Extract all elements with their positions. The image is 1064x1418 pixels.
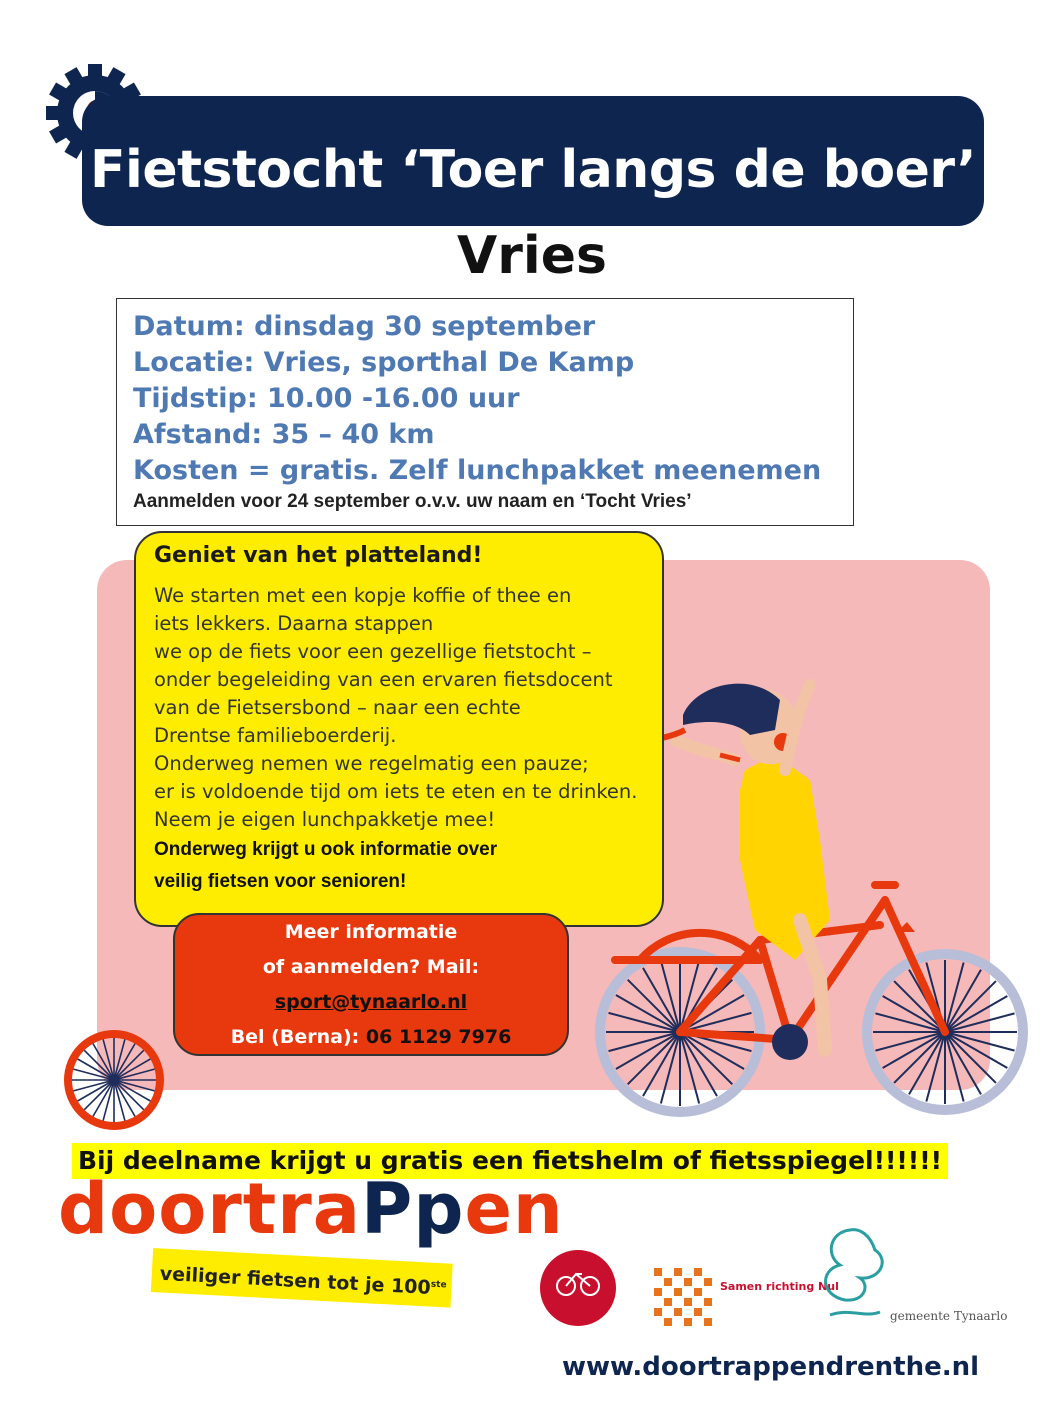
logo-dot bbox=[694, 1288, 702, 1296]
event-location: Locatie: Vries, sporthal De Kamp bbox=[133, 347, 635, 378]
contact-line-2: of aanmelden? Mail: bbox=[262, 956, 480, 978]
tagline-sup: ste bbox=[430, 1279, 447, 1291]
samen-logo-text: Samen richting Nul bbox=[720, 1280, 839, 1293]
description-box bbox=[134, 531, 664, 927]
tagline-banner bbox=[151, 1248, 453, 1308]
logo-dot bbox=[654, 1308, 662, 1316]
logo-part-2: en bbox=[464, 1168, 564, 1250]
doortrappen-logo bbox=[58, 1168, 564, 1250]
logo-dot bbox=[704, 1278, 712, 1286]
gear-tooth bbox=[46, 106, 62, 120]
event-time: Tijdstip: 10.00 -16.00 uur bbox=[133, 383, 520, 414]
wheel-icon bbox=[62, 1028, 166, 1132]
logo-dot bbox=[674, 1288, 682, 1296]
logo-dot bbox=[704, 1318, 712, 1326]
description-line: iets lekkers. Daarna stappen bbox=[154, 612, 434, 635]
description-line: van de Fietsersbond – naar een echte bbox=[154, 696, 521, 719]
logo-dot bbox=[674, 1268, 682, 1276]
logo-dot bbox=[674, 1308, 682, 1316]
event-details-box bbox=[116, 298, 854, 526]
event-register-note: Aanmelden voor 24 september o.v.v. uw naam en ‘Tocht Vries’ bbox=[133, 491, 692, 512]
samen-richting-nul-logo bbox=[650, 1262, 839, 1342]
logo-pp: Pp bbox=[361, 1168, 465, 1250]
logo-dot bbox=[684, 1298, 692, 1306]
contact-line-1: Meer informatie bbox=[284, 921, 458, 943]
tagline-text: veiliger fietsen tot je 100 bbox=[159, 1262, 432, 1299]
event-date: Datum: dinsdag 30 september bbox=[133, 311, 596, 342]
logo-dot bbox=[684, 1318, 692, 1326]
promo-banner: Bij deelname krijgt u gratis een fietshelm of fietsspiegel!!!!!! bbox=[72, 1143, 948, 1179]
description-line: Onderweg nemen we regelmatig een pauze; bbox=[154, 752, 589, 775]
page-title: Fietstocht ‘Toer langs de boer’ bbox=[90, 140, 976, 200]
event-distance: Afstand: 35 – 40 km bbox=[133, 419, 435, 450]
description-line: er is voldoende tijd om iets te eten en te drinken. bbox=[154, 780, 638, 803]
description-line: onder begeleiding van een ervaren fietsdocent bbox=[154, 668, 613, 691]
contact-box bbox=[173, 913, 569, 1056]
logo-dot bbox=[654, 1288, 662, 1296]
logo-dot bbox=[664, 1298, 672, 1306]
logo-dot bbox=[664, 1318, 672, 1326]
description-line: Drentse familieboerderij. bbox=[154, 724, 397, 747]
description-line: We starten met een kopje koffie of thee en bbox=[154, 584, 572, 607]
logo-dot bbox=[704, 1298, 712, 1306]
logo-dot bbox=[694, 1308, 702, 1316]
logo-part-1: doortra bbox=[58, 1168, 362, 1250]
phone-label: Bel (Berna): bbox=[230, 1026, 360, 1048]
gear-tooth bbox=[88, 64, 102, 80]
description-bold-line: Onderweg krijgt u ook informatie over bbox=[154, 839, 498, 860]
description-line: Neem je eigen lunchpakketje mee! bbox=[154, 808, 496, 831]
logo-dot bbox=[664, 1278, 672, 1286]
tynaarlo-logo-text: gemeente Tynaarlo bbox=[890, 1309, 1008, 1323]
description-line: we op de fiets voor een gezellige fietstocht – bbox=[154, 640, 592, 663]
fietsersbond-logo bbox=[538, 1248, 618, 1328]
event-cost: Kosten = gratis. Zelf lunchpakket meenemen bbox=[133, 455, 822, 486]
logo-dot bbox=[654, 1268, 662, 1276]
website-link[interactable]: www.doortrappendrenthe.nl bbox=[562, 1352, 980, 1382]
description-bold-line: veilig fietsen voor senioren! bbox=[154, 871, 407, 892]
email-link[interactable]: sport@tynaarlo.nl bbox=[274, 991, 468, 1013]
logo-dot bbox=[694, 1268, 702, 1276]
phone-number[interactable]: 06 1129 7976 bbox=[365, 1026, 512, 1048]
logo-dot bbox=[684, 1278, 692, 1286]
description-heading: Geniet van het platteland! bbox=[154, 543, 483, 568]
page-subtitle: Vries bbox=[457, 226, 607, 286]
tynaarlo-logo bbox=[810, 1220, 1010, 1330]
